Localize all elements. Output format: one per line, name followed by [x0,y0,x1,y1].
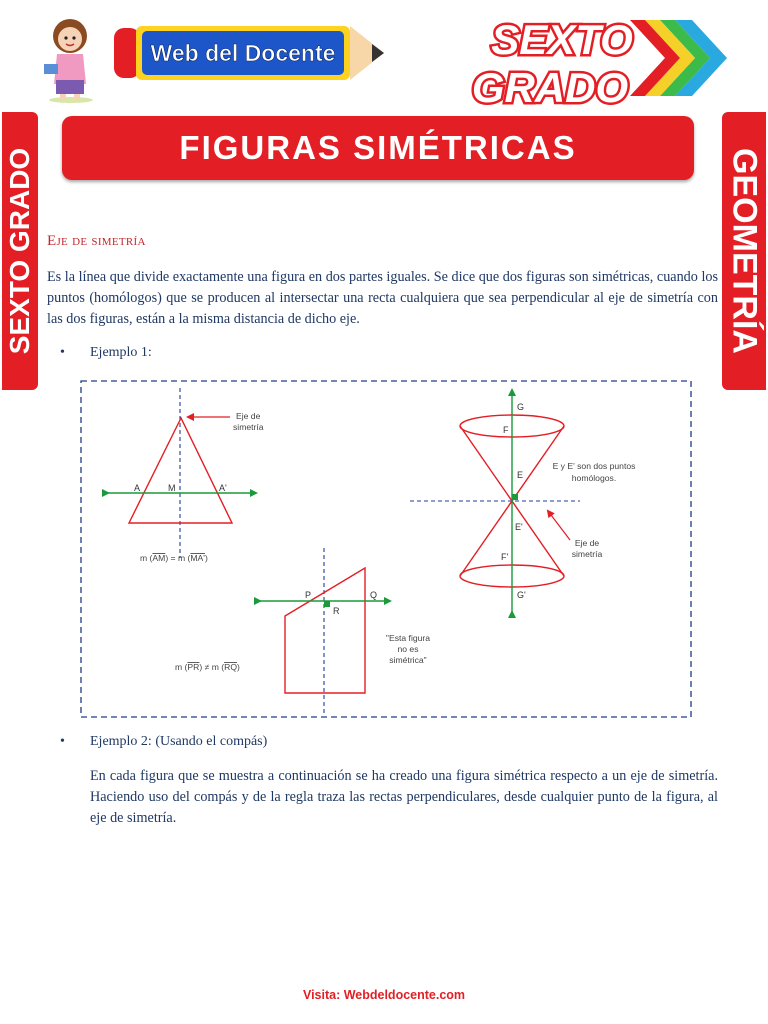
cone-axis-label-line2: simetría [571,549,603,559]
double-cone-figure [410,390,635,612]
section-heading: Eje de simetría [47,233,146,249]
quad-note-line2: no es [397,644,419,654]
triangle-axis-label-line2: simetría [233,422,264,432]
cone-right-angle-mark [512,494,518,500]
left-side-tab [2,112,38,390]
footer-link[interactable]: Visita: Webdeldocente.com [302,988,466,1002]
right-side-tab [722,112,766,390]
teacher-cartoon-icon [40,14,102,104]
quad-right-angle-mark [324,601,330,607]
example1-label: Ejemplo 1: [90,345,152,360]
quad-point-q: Q [370,590,378,600]
triangle-axis-label-line1: Eje de [236,411,261,421]
brand-logo-text: Web del Docente [150,40,336,66]
cone-point-g: G [517,402,525,412]
symmetry-diagram [80,380,692,718]
triangle-equation: m (AM) = m (MA') [140,553,208,563]
right-tab-label: GEOMETRÍA [725,148,764,354]
cone-point-e: E [517,470,524,480]
page-title: FIGURAS SIMÉTRICAS [179,129,577,166]
cone-axis-label-line1: Eje de [574,538,600,548]
cone-point-f: F [503,425,509,435]
quad-equation: m (PR) ≠ m (RQ) [175,662,240,672]
intro-paragraph: Es la línea que divide exactamente una figura en dos partes iguales. Se dice que dos figuras son simétricas, cuando los puntos (homólogos) que se producen al intersectar una recta cualquiera que sea perpendicular al eje de simetría con las dos figuras, están a la misma distancia de dicho eje. [47,269,718,327]
quad-point-p: P [305,590,312,600]
left-tab-label: SEXTO GRADO [4,147,35,355]
cone-point-e-prime: E' [515,522,523,532]
bullet-marker: • [60,345,65,360]
triangle-point-a: A [134,483,141,493]
cone-point-f-prime: F' [501,552,509,562]
cone-note-line1: E y E' son dos puntos [552,461,636,471]
quad-note-line1: "Esta figura [385,633,431,643]
grade-logo-line2: GRADO [471,64,629,108]
grade-logo-line1: SEXTO [491,16,633,63]
quad-point-r: R [333,606,340,616]
triangle-point-a-prime: A' [219,483,227,493]
sexto-grado-logo [470,8,730,108]
quad-shape [285,568,365,693]
example2-paragraph: En cada figura que se muestra a continuación se ha creado una figura simétrica respecto a un eje de simetría. Haciendo uso del compás y de la regla traza las rectas perpendiculares, desde cualquier punto de la figura, al eje de simetría. [90,768,718,826]
cone-axis-arrow [548,511,570,540]
quad-note-line3: simétrica" [389,655,427,665]
quadrilateral-figure [175,548,430,714]
triangle-point-m: M [168,483,176,493]
cone-point-g-prime: G' [517,590,526,600]
title-banner [62,116,694,180]
bullet-marker: • [60,734,65,749]
example2-label: Ejemplo 2: (Usando el compás) [90,734,268,749]
cone-note-line2: homólogos. [571,473,617,483]
triangle-figure [108,388,264,563]
web-del-docente-logo [108,22,388,84]
